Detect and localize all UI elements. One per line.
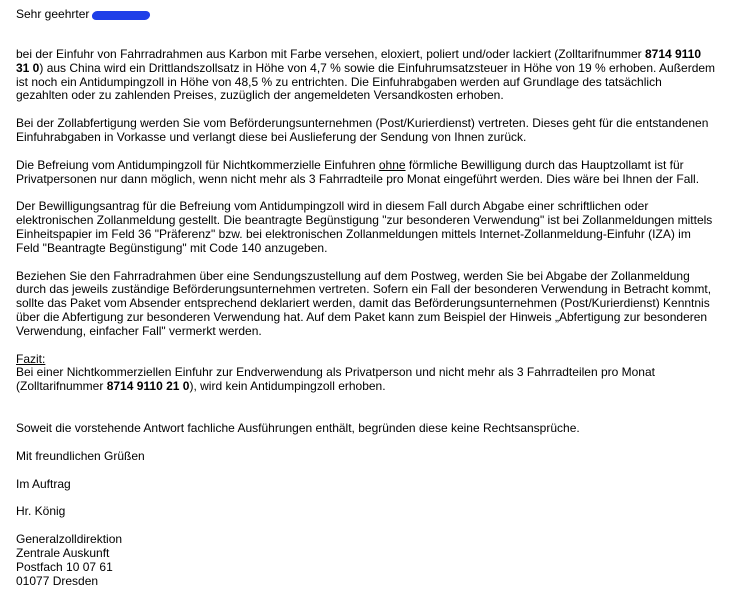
application-text: Der Bewilligungsantrag für die Befreiung vom Antidumpingzoll wird in diesem Fall durch Abgabe einer schriftlichen oder elektronischen Zollanmeldung gestellt. Die beantragte Begünstigung "zur besonderen Verwendung" ist bei Zollanmeldungen mittels Einheitspapier im Feld 36 "Präferenz" bzw. bei elektronischen Zollanmeldungen mittels Internet-Zollanmeldung-Einfuhr (IZA) im Feld "Beantragte Begünstigung" mit Code 140 anzugeben.: [16, 199, 713, 255]
address-line-1: Generalzolldirektion: [16, 532, 123, 547]
disclaimer-text: Soweit die vorstehende Antwort fachliche Ausführungen enthält, begründen diese keine Rechtsansprüche.: [16, 420, 580, 435]
postal-delivery-text: Beziehen Sie den Fahrradrahmen über eine Sendungszustellung auf dem Postweg, werden Sie bei Abgabe der Zollanmeldung durch das jeweils zuständige Beförderungsunternehmen vertreten. Sofern ein Fall der besonderen Verwendung in Betracht kommt, sollte das Paket vom Absender entsprechend deklariert werden, damit das Beförderungsunternehmen (Post/Kurierdienst) Kenntnis über die Abfertigung zur besonderen Verwendung hat. Auf dem Paket kann zum Beispiel der Hinweis „Abfertigung zur besonderen Verwendung, einfacher Fall" vermerkt werden.: [16, 268, 712, 338]
on-behalf-line: [16, 478, 716, 492]
tariff-code-conclusion: 8714 9110 21 0: [106, 379, 190, 394]
paragraph-disclaimer: [16, 422, 716, 436]
signer-name: Hr. König: [16, 504, 66, 519]
closing-line: [16, 450, 716, 464]
paragraph-exemption: [16, 159, 716, 187]
exemption-text-1: Die Befreiung vom Antidumpingzoll für Nichtkommerzielle Einfuhren: [16, 157, 379, 172]
salutation-line: [16, 8, 716, 22]
address-line-3: Postfach 10 07 61: [16, 559, 113, 574]
conclusion-text-1: Bei einer Nichtkommerziellen Einfuhr zur Endverwendung als Privatperson und nicht mehr als 3 Fahrradteilen pro Monat (Zolltarifnummer: [16, 365, 655, 394]
intro-text-1: bei der Einfuhr von Fahrradrahmen aus Karbon mit Farbe versehen, eloxiert, poliert und/oder lackiert (Zolltarifnummer: [16, 47, 645, 61]
redacted-name-mark: [92, 11, 151, 20]
email-body: [16, 8, 716, 588]
address-line-2: Zentrale Auskunft: [16, 545, 110, 560]
paragraph-customs-clearance: [16, 117, 716, 145]
intro-text-2: ) aus China wird ein Drittlandszollsatz in Höhe von 4,7 % sowie die Einfuhrumsatzsteuer in Höhe von 19 % erhoben. Außerdem ist noch ein Antidumpingzoll in Höhe von 48,5 % zu entrichten. Die Einfuhrabgaben werden auf Grundlage des tatsächlich gezahlten oder zu zahlenden Preises, zuzüglich der angemeldeten Versandkosten erhoben.: [16, 60, 716, 103]
exemption-underlined-word: ohne: [378, 157, 406, 172]
paragraph-import-duties: [16, 48, 716, 103]
conclusion-heading: Fazit:: [16, 351, 46, 366]
customs-clearance-text: Bei der Zollabfertigung werden Sie vom Beförderungsunternehmen (Post/Kurierdienst) vertreten. Dieses geht für die entstandenen Einfuhrabgaben in Vorkasse und verlangt diese bei Auslieferung der Sendung von Ihnen zurück.: [16, 116, 709, 144]
conclusion-text-2: ), wird kein Antidumpingzoll erhoben.: [189, 379, 386, 394]
closing-text: Mit freundlichen Grüßen: [16, 448, 145, 463]
salutation-text: Sehr geehrter: [16, 7, 90, 22]
exemption-text-2: förmliche Bewilligung durch das Hauptzollamt ist für Privatpersonen nur dann möglich, wenn nicht mehr als 3 Fahrradteile pro Monat eingeführt werden. Dies wäre bei Ihnen der Fall.: [16, 157, 700, 186]
paragraph-postal-delivery: [16, 270, 716, 339]
paragraph-application: [16, 200, 716, 255]
signer-name-line: [16, 505, 716, 519]
on-behalf-text: Im Auftrag: [16, 476, 71, 491]
address-line-4: 01077 Dresden: [16, 573, 99, 588]
paragraph-conclusion: [16, 353, 716, 394]
sender-address-block: [16, 533, 716, 588]
tariff-code-carbon-frames: 8714 9110 31 0: [16, 47, 702, 75]
